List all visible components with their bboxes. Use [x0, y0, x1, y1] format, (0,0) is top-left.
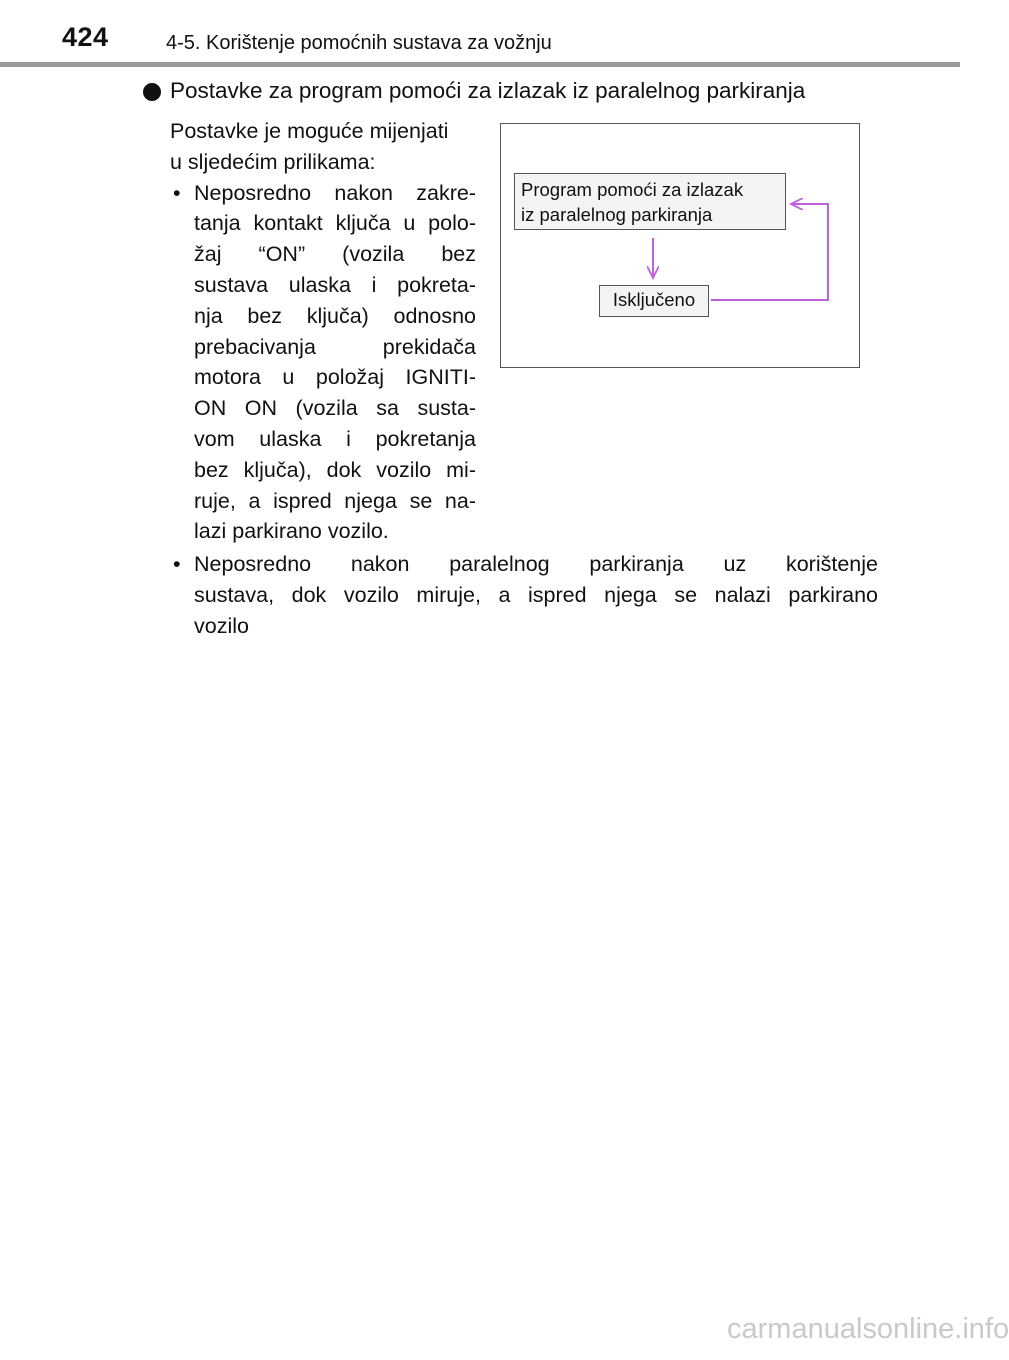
item-line: sustava, dok vozilo miruje, a ispred njega se nalazi parkirano: [194, 582, 878, 607]
item-line: vozilo: [194, 613, 249, 638]
program-box-line: iz paralelnog parkiranja: [521, 204, 713, 225]
intro-block: [170, 116, 476, 547]
list-item: [170, 549, 878, 641]
section-header: 4-5. Korištenje pomoćnih sustava za vožnju: [166, 32, 552, 54]
settings-cycle-diagram: [500, 123, 860, 368]
item-line: ON ON (vozila sa susta-: [194, 396, 476, 421]
intro-line: u sljedećim prilikama:: [170, 149, 376, 174]
diagram-arrows: [501, 124, 861, 369]
list-bullet: •: [173, 180, 181, 205]
item-line: Neposredno nakon paralelnog parkiranja uz korištenje: [194, 552, 878, 576]
item-line: vom ulaska i pokretanja: [194, 426, 476, 451]
item-line: ruje, a ispred njega se na-: [194, 488, 476, 513]
program-box: [514, 173, 786, 230]
item-line: lazi parkirano vozilo.: [194, 519, 389, 544]
item-line: prebacivanja prekidača: [194, 334, 476, 359]
item-line: bez ključa), dok vozilo mi-: [194, 457, 476, 482]
list-item: [170, 178, 476, 548]
item-line: nja bez ključa) odnosno: [194, 303, 476, 328]
filled-circle-bullet-icon: [143, 83, 161, 101]
list-bullet: •: [173, 552, 181, 576]
item-line: tanja kontakt ključa u polo-: [194, 211, 476, 236]
header-rule: [0, 62, 960, 67]
item-line: motora u položaj IGNITI-: [194, 365, 476, 390]
item-line: sustava ulaska i pokreta-: [194, 272, 476, 297]
intro-line: Postavke je moguće mijenjati: [170, 119, 449, 143]
section-heading: Postavke za program pomoći za izlazak iz paralelnog parkiranja: [170, 78, 806, 103]
page-number: 424: [62, 22, 109, 52]
watermark: carmanualsonline.info: [727, 1313, 1009, 1345]
off-box: Isključeno: [599, 285, 709, 317]
item-line: Neposredno nakon zakre-: [194, 180, 476, 205]
item-line: žaj “ON” (vozila bez: [194, 242, 476, 267]
program-box-line: Program pomoći za izlazak: [521, 179, 744, 200]
